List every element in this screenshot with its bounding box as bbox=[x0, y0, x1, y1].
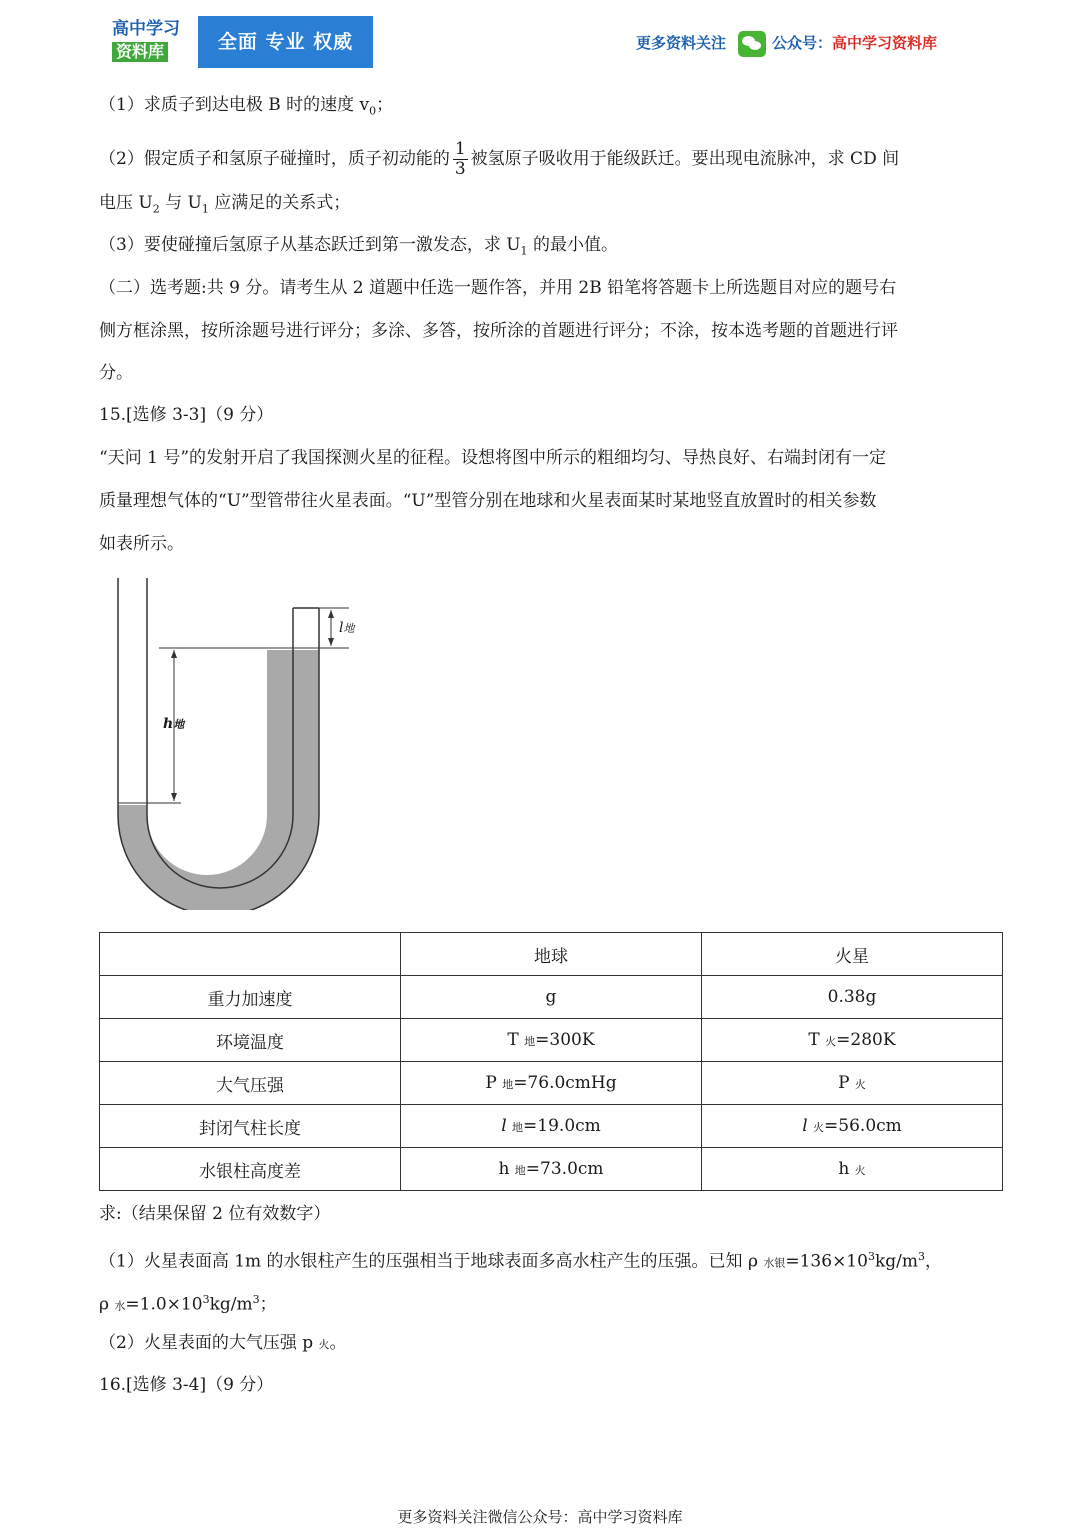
label-h-earth: h地 bbox=[163, 716, 185, 732]
q14-part2: （2）假定质子和氢原子碰撞时，质子初动能的 $\frac{1}{3}$ 被氢原子吸收用于能级跃迁。要出现电流脉冲，求 CD 间 bbox=[99, 139, 900, 179]
q15-intro-3: 如表所示。 bbox=[99, 534, 184, 554]
more-info-text: 更多资料关注 bbox=[636, 34, 727, 52]
row-label: 环境温度 bbox=[100, 1019, 401, 1062]
fraction-one-third: $\frac{1}{3}$ bbox=[454, 139, 466, 179]
row-label: 水银柱高度差 bbox=[100, 1148, 401, 1191]
q15-intro-2: 质量理想气体的“U”型管带往火星表面。“U”型管分别在地球和火星表面某时某地竖直放置时的相关参数 bbox=[99, 491, 877, 511]
slogan-banner: 全面 专业 权威 bbox=[198, 16, 373, 68]
mars-value: P 火 bbox=[702, 1062, 1003, 1105]
page-header bbox=[0, 0, 1080, 80]
u-tube-diagram bbox=[99, 570, 369, 910]
q15-part2: （2）火星表面的大气压强 p 火。 bbox=[99, 1333, 347, 1353]
header-cell-empty bbox=[100, 933, 401, 976]
earth-value: h 地=73.0cm bbox=[401, 1148, 702, 1191]
q14-part3: （3）要使碰撞后氢原子从基态跃迁到第一激发态，求 $U_1$ 的最小值。 bbox=[99, 235, 618, 258]
logo-line1: 高中学习 bbox=[112, 19, 180, 39]
row-label: 封闭气柱长度 bbox=[100, 1105, 401, 1148]
pub-label: 公众号： bbox=[772, 34, 833, 52]
q15-part1: （1）火星表面高 1m 的水银柱产生的压强相当于地球表面多高水柱产生的压强。已知 ρ 水银$=136\times 10^3kg/m^3$， bbox=[99, 1250, 942, 1272]
header-cell-mars: 火星 bbox=[702, 933, 1003, 976]
header-follow-info bbox=[636, 30, 937, 56]
elective-instructions-3: 分。 bbox=[99, 363, 133, 383]
earth-value: P 地=76.0cmHg bbox=[401, 1062, 702, 1105]
logo-line2: 资料库 bbox=[112, 42, 168, 62]
table-row bbox=[100, 1148, 1003, 1191]
q16-title: 16.[选修 3-4]（9 分） bbox=[99, 1375, 274, 1395]
parameters-table bbox=[99, 932, 1003, 1191]
earth-value: g bbox=[401, 976, 702, 1019]
pub-name: 高中学习资料库 bbox=[832, 34, 938, 52]
mercury-column bbox=[118, 650, 319, 910]
label-l-earth: l地 bbox=[339, 620, 355, 636]
earth-value: l 地=19.0cm bbox=[401, 1105, 702, 1148]
elective-instructions-1: （二）选考题:共 9 分。请考生从 2 道题中任选一题作答，并用 2B 铅笔将答题卡上所选题目对应的题号右 bbox=[99, 278, 897, 298]
site-logo bbox=[112, 18, 180, 64]
elective-instructions-2: 侧方框涂黑，按所涂题号进行评分；多涂、多答，按所涂的首题进行评分；不涂，按本选考题的首题进行评 bbox=[99, 321, 898, 341]
q15-title: 15.[选修 3-3]（9 分） bbox=[99, 405, 274, 425]
table-row bbox=[100, 1062, 1003, 1105]
page-footer: 更多资料关注微信公众号：高中学习资料库 bbox=[397, 1508, 683, 1526]
table-row bbox=[100, 976, 1003, 1019]
table-row bbox=[100, 1019, 1003, 1062]
wechat-icon bbox=[738, 31, 766, 57]
mars-value: l 火=56.0cm bbox=[702, 1105, 1003, 1148]
earth-value: T 地=300K bbox=[401, 1019, 702, 1062]
q15-intro-1: “天问 1 号”的发射开启了我国探测火星的征程。设想将图中所示的粗细均匀、导热良好、右端封闭有一定 bbox=[99, 448, 887, 468]
q15-part1-cont: ρ 水$=1.0\times 10^3kg/m^3$； bbox=[99, 1293, 277, 1315]
row-label: 大气压强 bbox=[100, 1062, 401, 1105]
mars-value: T 火=280K bbox=[702, 1019, 1003, 1062]
mars-value: h 火 bbox=[702, 1148, 1003, 1191]
q14-part2-cont: 电压 $U_2$ 与 $U_1$ 应满足的关系式； bbox=[99, 193, 351, 216]
row-label: 重力加速度 bbox=[100, 976, 401, 1019]
u-tube-figure bbox=[99, 570, 369, 910]
mars-value: 0.38g bbox=[702, 976, 1003, 1019]
header-cell-earth: 地球 bbox=[401, 933, 702, 976]
q14-part1: （1）求质子到达电极 B 时的速度 $v_0$； bbox=[99, 95, 394, 118]
table-row bbox=[100, 1105, 1003, 1148]
table-header-row bbox=[100, 933, 1003, 976]
q15-requirement: 求:（结果保留 2 位有效数字） bbox=[99, 1204, 331, 1224]
